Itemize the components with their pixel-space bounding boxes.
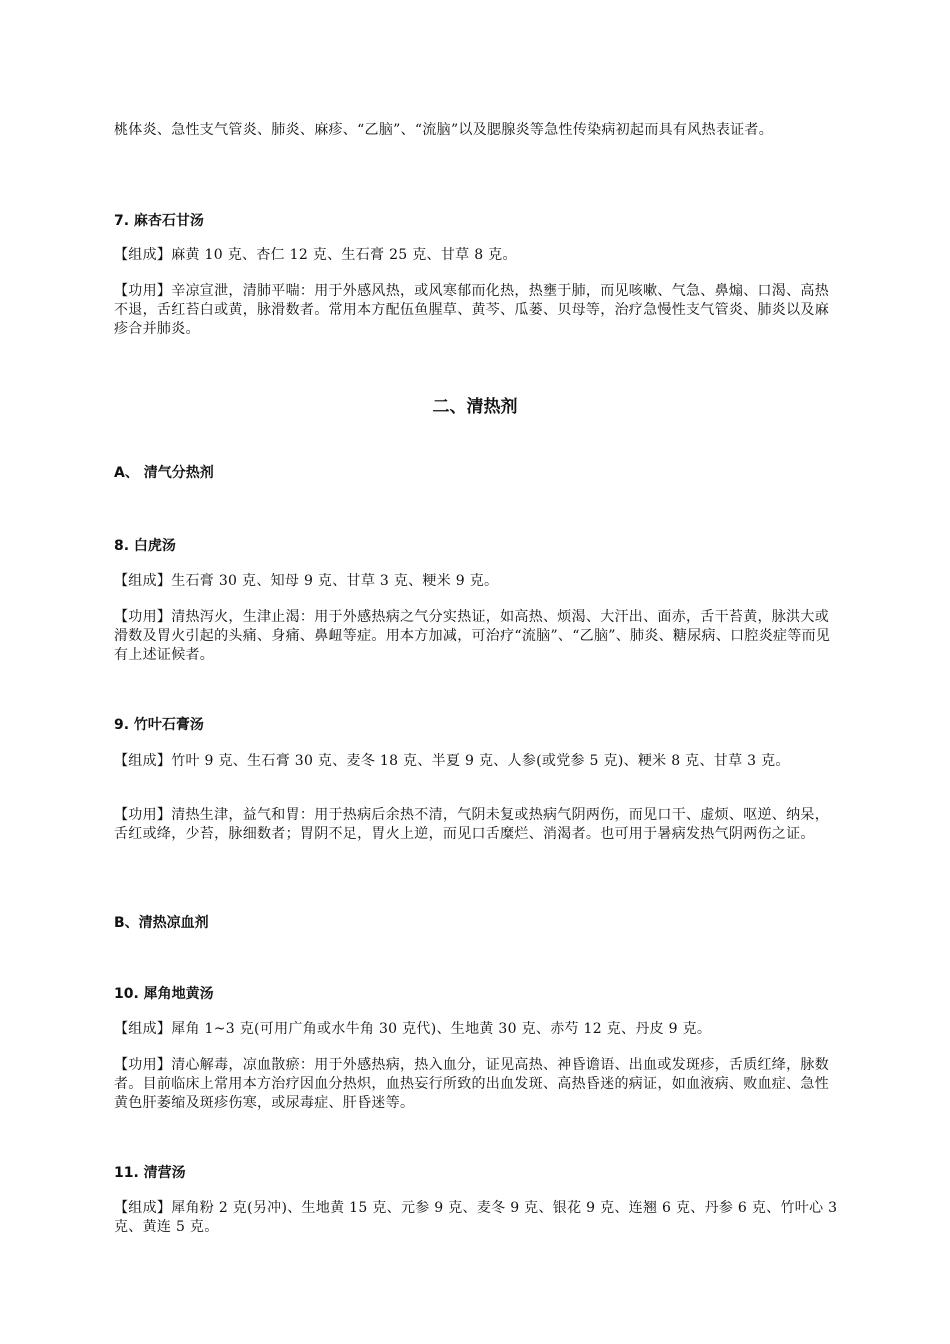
formula-11-composition [114, 1199, 842, 1237]
function-label: 【功用】 [114, 807, 172, 823]
formula-11-title: 11. 清营汤 [114, 1165, 186, 1181]
function-label: 【功用】 [114, 1057, 172, 1073]
formula-10-title: 10. 犀角地黄汤 [114, 986, 214, 1002]
function-text: 清热泻火，生津止渴：用于外感热病之气分实热证，如高热、烦渴、大汗出、面赤，舌干苔黄，脉洪大或滑数及胃火引起的头痛、身痛、鼻衄等症。用本方加减，可治疗“流脑”、“乙脑”、肺炎、糖尿病、口腔炎症等而见有上述证候者。 [114, 609, 831, 663]
formula-8-title: 8. 白虎汤 [114, 538, 176, 554]
composition-text: 竹叶 9 克、生石膏 30 克、麦冬 18 克、半夏 9 克、人参(或党参 5 克)、粳米 8 克、甘草 3 克。 [171, 753, 790, 769]
formula-10-composition [114, 1020, 842, 1039]
function-text: 辛凉宣泄，清肺平喘：用于外感风热，或风寒郁而化热，热壅于肺，而见咳嗽、气急、鼻煽、口渴、高热不退，舌红苔白或黄，脉滑数者。常用本方配伍鱼腥草、黄芩、瓜蒌、贝母等，治疗急慢性支气管炎、肺炎以及麻疹合并肺炎。 [114, 283, 829, 337]
composition-label: 【组成】 [114, 1021, 172, 1037]
formula-7-composition [114, 246, 842, 265]
formula-7-title: 7. 麻杏石甘汤 [114, 213, 204, 229]
section-title: 二、清热剂 [432, 397, 518, 417]
function-label: 【功用】 [114, 283, 172, 299]
function-text: 清热生津，益气和胃：用于热病后余热不清，气阴未复或热病气阴两伤，而见口干、虚烦、呕逆、纳呆，舌红或绛，少苔，脉细数者；胃阴不足，胃火上逆，而见口舌糜烂、消渴者。也可用于暑病发热气阴两伤之证。 [114, 807, 829, 842]
formula-8-function [114, 608, 842, 665]
formula-8-composition [114, 572, 842, 591]
subsection-b-title: B、清热凉血剂 [114, 915, 209, 931]
composition-label: 【组成】 [114, 247, 172, 263]
composition-label: 【组成】 [114, 1200, 172, 1216]
composition-text: 麻黄 10 克、杏仁 12 克、生石膏 25 克、甘草 8 克。 [171, 247, 517, 263]
formula-7-function [114, 282, 842, 339]
composition-label: 【组成】 [114, 753, 172, 769]
formula-9-function [114, 806, 842, 844]
formula-9-title: 9. 竹叶石膏汤 [114, 717, 204, 733]
formula-10-function [114, 1056, 842, 1113]
composition-text: 犀角粉 2 克(另冲)、生地黄 15 克、元参 9 克、麦冬 9 克、银花 9 克、连翘 6 克、丹参 6 克、竹叶心 3 克、黄连 5 克。 [114, 1200, 838, 1235]
function-text: 清心解毒，凉血散瘀：用于外感热病，热入血分，证见高热、神昏谵语、出血或发斑疹，舌质红绛，脉数者。目前临床上常用本方治疗因血分热炽，血热妄行所致的出血发斑、高热昏迷的病证，如血液病、败血症、急性黄色肝萎缩及斑疹伤寒，或尿毒症、肝昏迷等。 [114, 1057, 829, 1111]
function-label: 【功用】 [114, 609, 172, 625]
composition-text: 生石膏 30 克、知母 9 克、甘草 3 克、粳米 9 克。 [171, 573, 499, 589]
composition-label: 【组成】 [114, 573, 172, 589]
intro-paragraph: 桃体炎、急性支气管炎、肺炎、麻疹、“乙脑”、“流脑”以及腮腺炎等急性传染病初起而具有风热表证者。 [114, 122, 774, 138]
composition-text: 犀角 1~3 克(可用广角或水牛角 30 克代)、生地黄 30 克、赤芍 12 克、丹皮 9 克。 [171, 1021, 712, 1037]
subsection-a-title: A、 清气分热剂 [114, 465, 214, 481]
formula-9-composition [114, 752, 842, 771]
